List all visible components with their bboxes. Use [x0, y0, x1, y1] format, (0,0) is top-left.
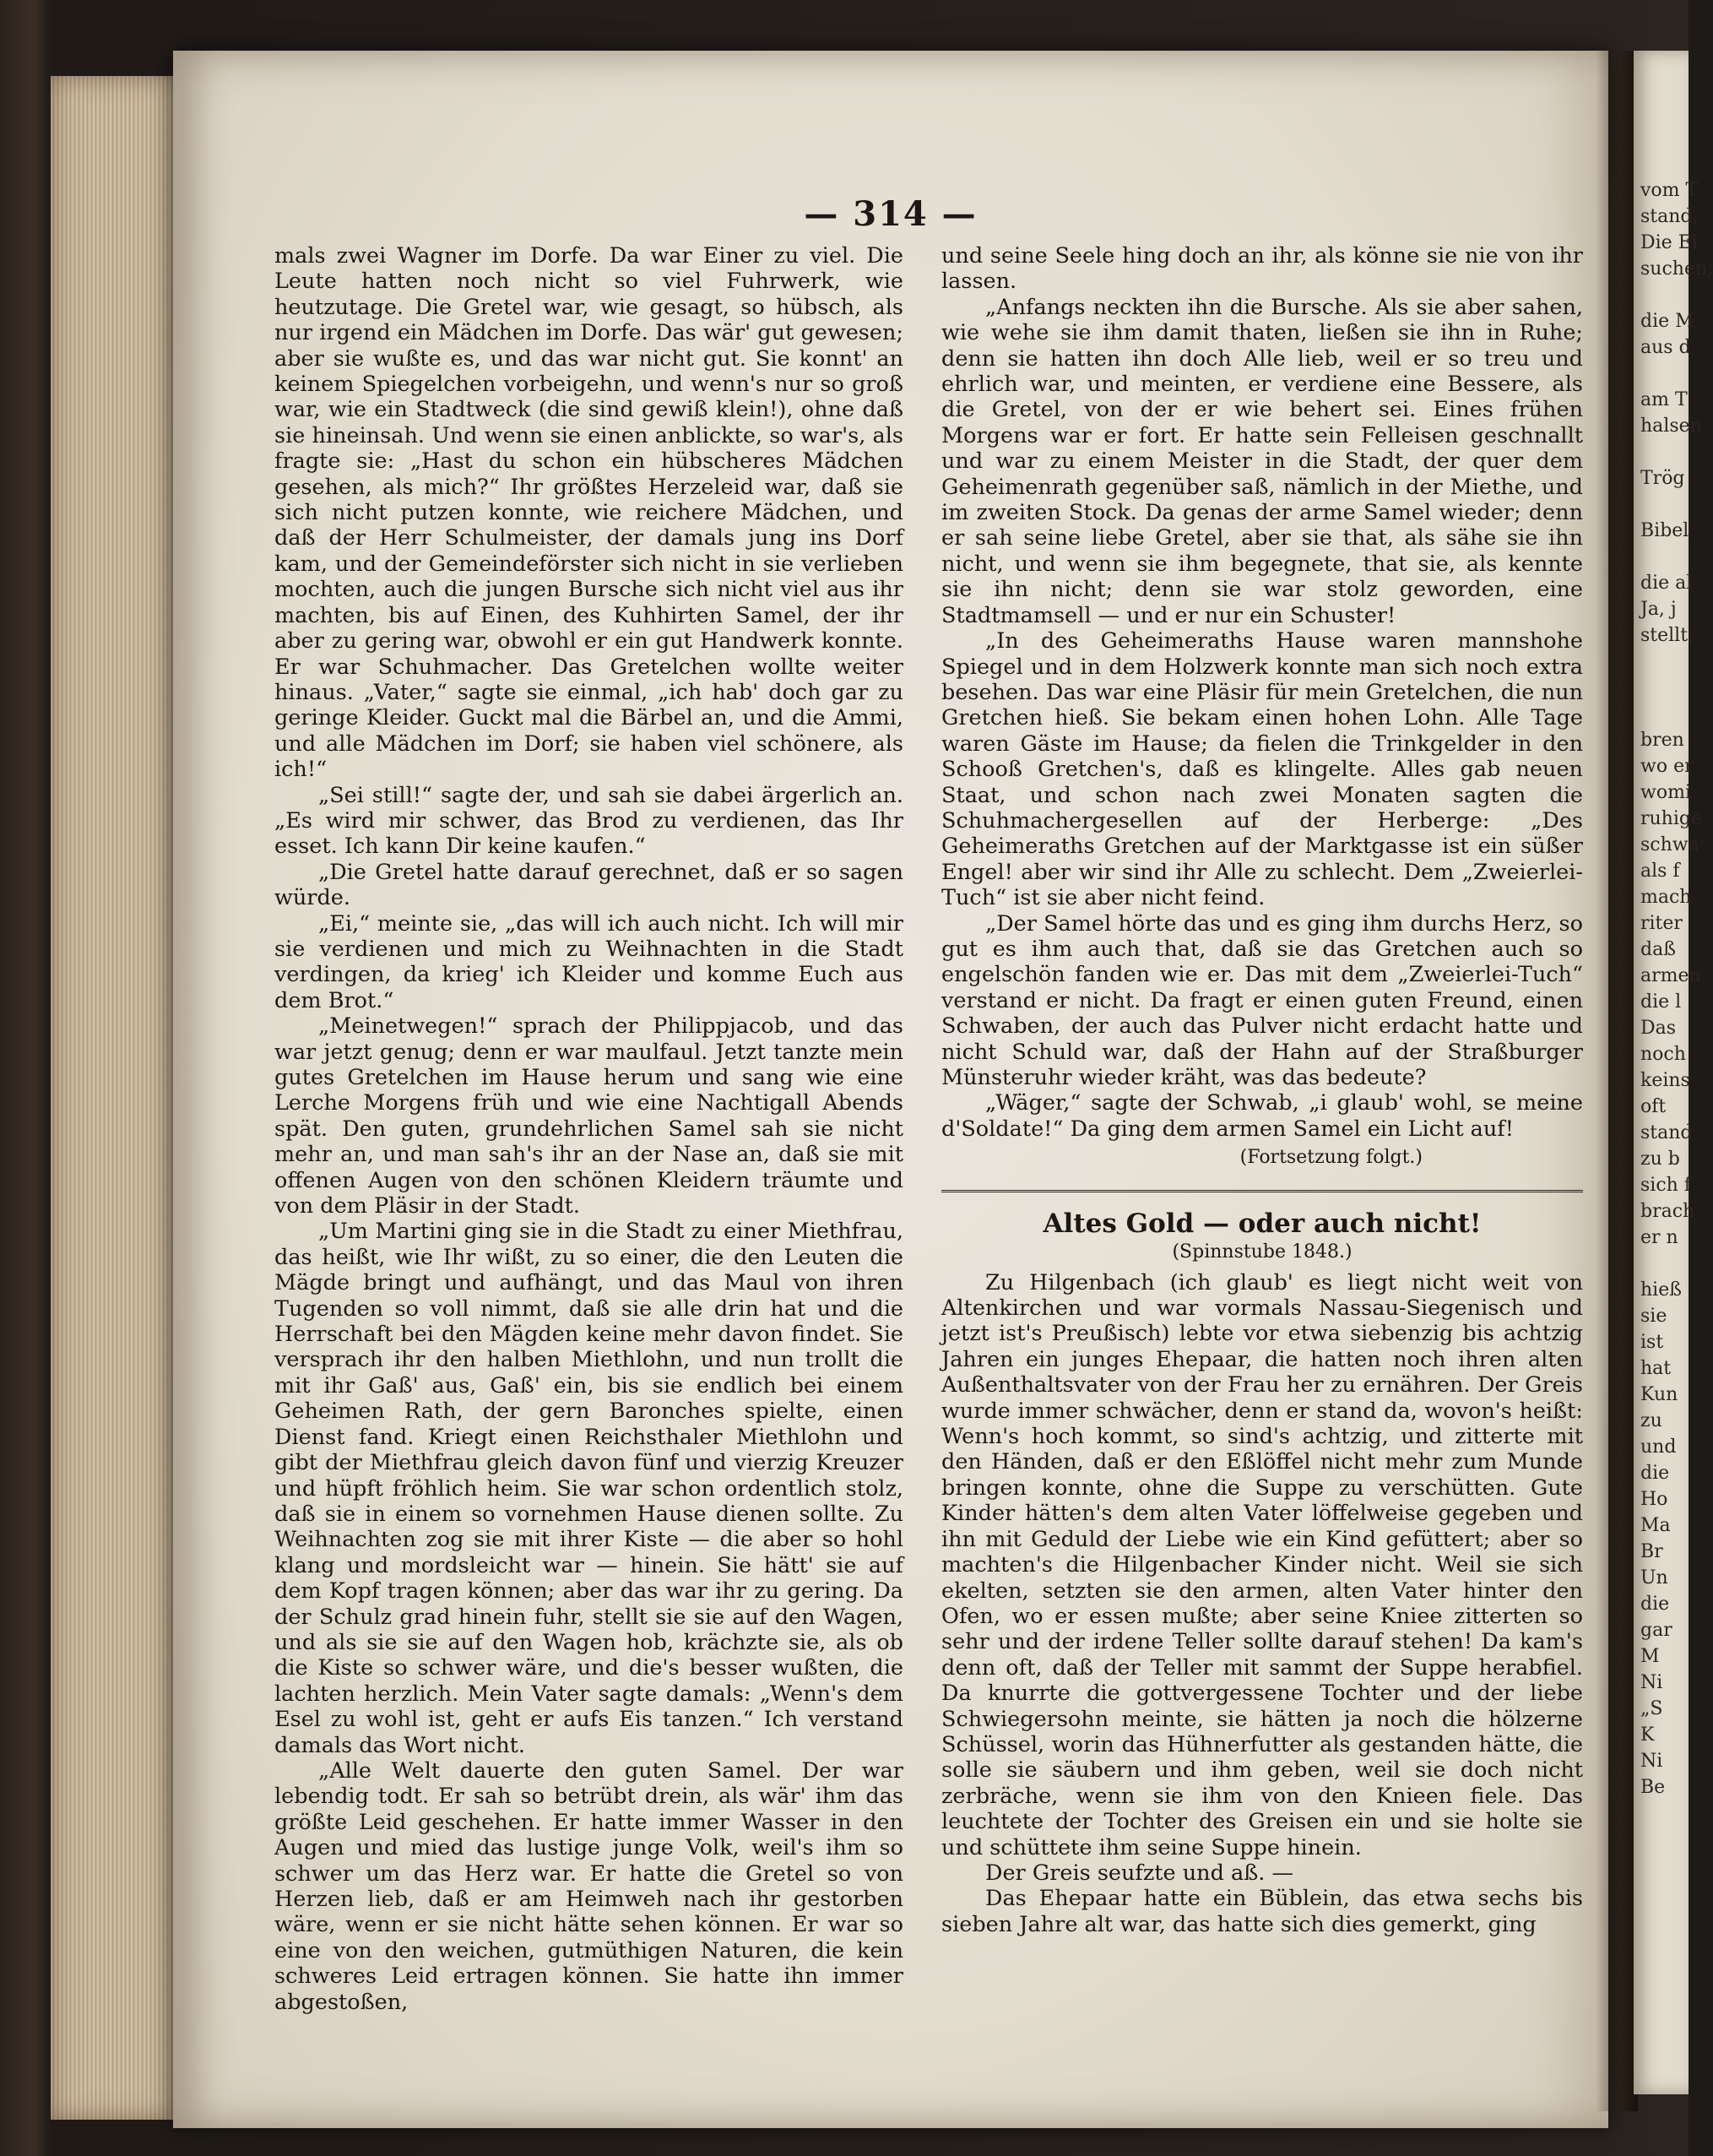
next-page-line: Ma [1640, 1515, 1671, 1536]
next-page-line: mach [1640, 887, 1692, 908]
next-page-line: zu b [1640, 1149, 1680, 1170]
next-page-line: zu [1640, 1410, 1662, 1431]
next-page-line: Un [1640, 1567, 1668, 1588]
next-page-line: suchen, [1640, 258, 1713, 280]
right-column [941, 243, 1583, 1937]
paragraph: mals zwei Wagner im Dorfe. Da war Einer zu viel. Die Leute hatten noch nicht so viel Fuhrwerk, wie heutzutage. Die Gretel war, wie gesagt, so hübsch, als nur irgend ein Mädchen im Dorfe. Das wär' gut gewesen; aber sie wußte es, und das war nicht gut. Sie konnt' an keinem Spiegelchen vorbeigehn, und wenn's nur so groß war, wie ein Stadtweck (die sind gewiß klein!), ohne daß sie hineinsah. Und wenn sie einen anblickte, so war's, als fragte sie: „Hast du schon ein hübscheres Mädchen gesehen, als mich?“ Ihr größtes Herzeleid war, daß sie sich nicht putzen konnte, wie reichere Mädchen, und daß der Herr Schulmeister, der damals jung ins Dorf kam, und der Gemeindeförster sich nicht in sie verlieben mochten, auch die jungen Bursche sich nicht viel aus ihr machten, bis auf Einen, des Kuhhirten Samel, der ihr aber zu gering war, obwohl er ein gut Handwerk konnte. Er war Schuhmacher. Das Gretelchen wollte weiter hinaus. „Vater,“ sagte sie einmal, „ich hab' doch gar zu geringe Kleider. Guckt mal die Bärbel an, und die Ammi, und alle Mädchen im Dorf; sie haben viel schönere, als ich!“ [274, 243, 903, 783]
next-page-line [1634, 701, 1689, 727]
paragraph: „Anfangs neckten ihn die Bursche. Als sie aber sahen, wie wehe sie ihm damit thaten, ließen sie ihn in Ruhe; denn sie hatten ihn doch Alle lieb, weil er so treu und ehrlich war, und meinten, er verdiene eine Bessere, als die Gretel, von der er wie behert sei. Eines frühen Morgens war er fort. Er hatte sein Felleisen geschnallt und war zu einem Meister in die Stadt, der quer dem Geheimenrath gegenüber saß, nämlich in der Miethe, und im zweiten Stock. Da genas der arme Samel wieder; denn er sah seine liebe Gretel, aber sie that, als sähe sie ihn nicht, und wenn sie ihm begegnete, that sie, als kennte sie ihn nicht; denn sie war stolz geworden, eine Stadtmamsell — und er nur ein Schuster! [941, 294, 1583, 628]
next-page-line: die M [1640, 311, 1694, 332]
next-page-line: stand, [1640, 206, 1699, 227]
next-page-line [1634, 491, 1689, 518]
story-title: Altes Gold — oder auch nicht! [1043, 1208, 1482, 1239]
next-page-line: ist [1640, 1332, 1664, 1353]
next-page-line: sich f [1640, 1175, 1691, 1196]
book-page [173, 51, 1608, 2128]
next-page-line [1634, 544, 1689, 570]
next-page-line: riter [1640, 913, 1683, 934]
paragraph: und seine Seele hing doch an ihr, als könne sie nie von ihr lassen. [941, 243, 1583, 295]
paragraph: „Die Gretel hatte darauf gerechnet, daß er so sagen würde. [274, 859, 903, 911]
next-page-line: Ni [1640, 1672, 1663, 1693]
next-page-line: ruhige [1640, 808, 1702, 829]
next-page-line: und [1640, 1436, 1677, 1458]
paragraph: Das Ehepaar hatte ein Büblein, das etwa sechs bis sieben Jahre alt war, das hatte sich dies gemerkt, ging [941, 1886, 1583, 1937]
next-page-line: sie [1640, 1306, 1667, 1327]
book-page-edges [51, 76, 177, 2120]
next-page-line: die al [1640, 573, 1693, 594]
next-page-line [1634, 1251, 1689, 1277]
next-page-line: die l [1640, 991, 1682, 1013]
paragraph: „Sei still!“ sagte der, und sah sie dabei ärgerlich an. „Es wird mir schwer, das Brod zu verdienen, das Ihr esset. Ich kann Dir keine kaufen.“ [274, 782, 903, 860]
paragraph: „Wäger,“ sagte der Schwab, „i glaub' wohl, se meine d'Soldate!“ Da ging dem armen Samel ein Licht auf! [941, 1090, 1583, 1142]
paragraph: „Meinetwegen!“ sprach der Philippjacob, und das war jetzt genug; denn er war maulfaul. Jetzt tanzte mein gutes Gretelchen im Hause herum und sang wie eine Lerche Morgens früh und wie eine Nachtigall Abends spät. Den guten, grundehrlichen Samel sah sie nicht mehr an, und man sah's ihr an der Nase an, daß sie mit offenen Augen von den schönen Kleidern träumte und von dem Pläsir in der Stadt. [274, 1013, 903, 1219]
next-page-line: brach [1640, 1201, 1695, 1222]
story-subtitle: (Spinnstube 1848.) [1172, 1241, 1353, 1263]
next-page-line: hieß [1640, 1279, 1682, 1301]
next-page-line: Bibel [1640, 520, 1689, 541]
next-page-line: die [1640, 1463, 1670, 1484]
next-page-line [1634, 439, 1689, 465]
next-page-line: als f [1640, 861, 1680, 882]
next-page-line: schwa [1640, 834, 1699, 855]
next-page-line: Ni [1640, 1751, 1663, 1772]
next-page-line: noch [1640, 1044, 1686, 1065]
next-page-line: halsen [1640, 415, 1702, 437]
paragraph: „Alle Welt dauerte den guten Samel. Der war lebendig todt. Er sah so betrübt drein, als wär' ihm das größte Leid geschehen. Er hatte immer Wasser in den Augen und mied das lustige junge Volk, weil's ihm so schwer um das Herz war. Er hatte die Gretel so von Herzen lieb, daß er am Heimweh nach ihr gestorben wäre, wenn er sie nicht hätte sehen können. Er war so eine von den weichen, gutmüthigen Naturen, die kein schweres Leid ertragen können. Sie hatte ihn immer abgestoßen, [274, 1757, 903, 2015]
next-page-line: Ho [1640, 1489, 1668, 1510]
paragraph: „Ei,“ meinte sie, „das will ich auch nicht. Ich will mir sie verdienen und mich zu Weihnachten in die Stadt verdingen, da krieg' ich Kleider und komme Euch aus dem Brot.“ [274, 910, 903, 1013]
next-page-edge [1634, 51, 1713, 2094]
next-page-line: die [1640, 1594, 1670, 1615]
next-page-line: keins [1640, 1070, 1690, 1091]
next-page-line: Das [1640, 1018, 1677, 1039]
next-page-line: wo er [1640, 756, 1694, 777]
next-page-line: Die Ei [1640, 232, 1698, 253]
next-page-line: Br [1640, 1541, 1663, 1562]
next-page-line: aus d [1640, 337, 1691, 358]
continuation-note: (Fortsetzung folgt.) [1239, 1147, 1423, 1169]
paragraph: „Der Samel hörte das und es ging ihm durchs Herz, so gut es ihm auch that, daß sie das Gretchen auch so engelschön fanden wie er. Das mit dem „Zweierlei-Tuch“ verstand er nicht. Da fragt er einen guten Freund, einen Schwaben, der auch das Pulver nicht erdacht hatte und nicht Schuld war, daß der Hahn auf der Straßburger Münsteruhr wieder kräht, was das bedeute? [941, 910, 1583, 1090]
next-page-line [1634, 649, 1689, 675]
next-page-line: bren [1640, 730, 1684, 751]
paragraph: „In des Geheimeraths Hause waren mannshohe Spiegel und in dem Holzwerk konnte man sich noch extra besehen. Das war eine Pläsir für mein Gretelchen, die nun Gretchen hieß. Sie bekam einen hohen Lohn. Alle Tage waren Gäste im Hause; da fielen die Trinkgelder in den Schooß Gretchen's, daß es klingelte. Alles gab neuen Staat, und schon nach zwei Monaten sagten die Schuhmachergesellen auf der Herberge: „Des Geheimeraths Gretchen auf der Marktgasse ist ein süßer Engel! aber wir sind ihr Alle zu schlecht. Dem „Zweierlei-Tuch“ ist sie aber nicht feind. [941, 628, 1583, 911]
next-page-line: er n [1640, 1227, 1678, 1248]
paragraph: Zu Hilgenbach (ich glaub' es liegt nicht weit von Altenkirchen und war vormals Nassau-Siegenisch und jetzt ist's Preußisch) lebte vor etwa siebenzig bis achtzig Jahren ein junges Ehepaar, die hatten noch ihren alten Außenthaltsvater von der Frau her zu ernähren. Der Greis wurde immer schwächer, denn er stand da, wovon's heißt: Wenn's hoch kommt, so sind's achtzig, und zitterte mit den Händen, daß er den Eßlöffel nicht mehr zum Munde bringen konnte, ohne die Suppe zu verschütten. Gute Kinder hätten's dem alten Vater löffelweise gegeben und ihn mit Geduld der Liebe wie ein Kind gefüttert; aber so machten's die Hilgenbacher Kinder nicht. Weil sie sich ekelten, setzten sie den armen, alten Vater hinter den Ofen, wo er essen mußte; aber seine Kniee zitterten so sehr und der irdene Teller sollte darauf stehen! Da kam's denn oft, daß der Teller mit sammt der Suppe herabfiel. Da knurrte die gottvergessene Tochter und der liebe Schwiegersohn meinte, sie hätten ja noch die hölzerne Schüssel, worin das Hühnerfutter als gestanden hätte, die solle sie säubern und ihm geben, weil sie doch nicht zerbräche, wenn sie ihm von den Knieen fiele. Das leuchtete der Tochter des Greisen ein und sie holte sie und schüttete ihm seine Suppe hinein. [941, 1269, 1583, 1860]
next-page-line: am T [1640, 389, 1688, 410]
next-page-line: stand [1640, 1122, 1693, 1143]
next-page-line: hat [1640, 1358, 1672, 1379]
next-page-line [1634, 675, 1689, 701]
next-page-line: daß [1640, 939, 1676, 960]
next-page-line: armen [1640, 965, 1701, 986]
section-divider [941, 1190, 1583, 1192]
next-page-line: Ja, j [1640, 599, 1677, 620]
left-column [274, 243, 903, 2015]
next-page-line: stellt, [1640, 625, 1694, 646]
next-page-line: Trög [1640, 468, 1685, 489]
next-page-line: „S [1640, 1698, 1663, 1719]
next-page-line: vom T [1640, 180, 1699, 201]
next-page-line [1634, 361, 1689, 387]
next-page-line: M [1640, 1646, 1660, 1667]
next-page-line: gar [1640, 1620, 1672, 1641]
next-page-line: oft [1640, 1096, 1667, 1117]
next-page-line [1634, 282, 1689, 308]
paragraph: Der Greis seufzte und aß. — [985, 1860, 1293, 1886]
next-page-line: Be [1640, 1777, 1666, 1798]
gutter-shadow [1596, 51, 1638, 2111]
paragraph: „Um Martini ging sie in die Stadt zu einer Miethfrau, das heißt, wie Ihr wißt, zu so einer, die den Leuten die Mägde bringt und aufhängt, und das Maul von ihren Tugenden so voll nimmt, daß sie alle drin hat und die Herrschaft bei den Mägden keine mehr davon findet. Sie versprach ihr den halben Miethlohn, und nun trollt die mit ihr Gaß' aus, Gaß' ein, bis sie endlich bei einem Geheimen Rath, der gern Baronches spielte, einen Dienst fand. Kriegt einen Reichsthaler Miethlohn und gibt der Miethfrau gleich davon fünf und vierzig Kreuzer und hüpft fröhlich heim. Sie war schon ordentlich stolz, daß sie in einem so vornehmen Hause dienen sollte. Zu Weihnachten zog sie mit ihrer Kiste — die aber so hohl klang und mordsleicht war — hinein. Sie hätt' sie auf dem Kopf tragen können; aber das war ihr zu gering. Da der Schulz grad hinein fuhr, stellt sie sie auf den Wagen, und als sie sie auf den Wagen hob, krächzte sie, als ob die Kiste so schwer wäre, und die's besser wußten, die lachten herzlich. Mein Vater sagte damals: „Wenn's dem Esel zu wohl ist, geht er aufs Eis tanzen.“ Ich verstand damals das Wort nicht. [274, 1219, 903, 1758]
next-page-text [1634, 51, 1713, 1800]
next-page-line: K [1640, 1724, 1655, 1746]
next-page-line: Kun [1640, 1384, 1678, 1405]
page-number: — 314 — [804, 194, 978, 234]
next-page-line: womi [1640, 782, 1691, 803]
